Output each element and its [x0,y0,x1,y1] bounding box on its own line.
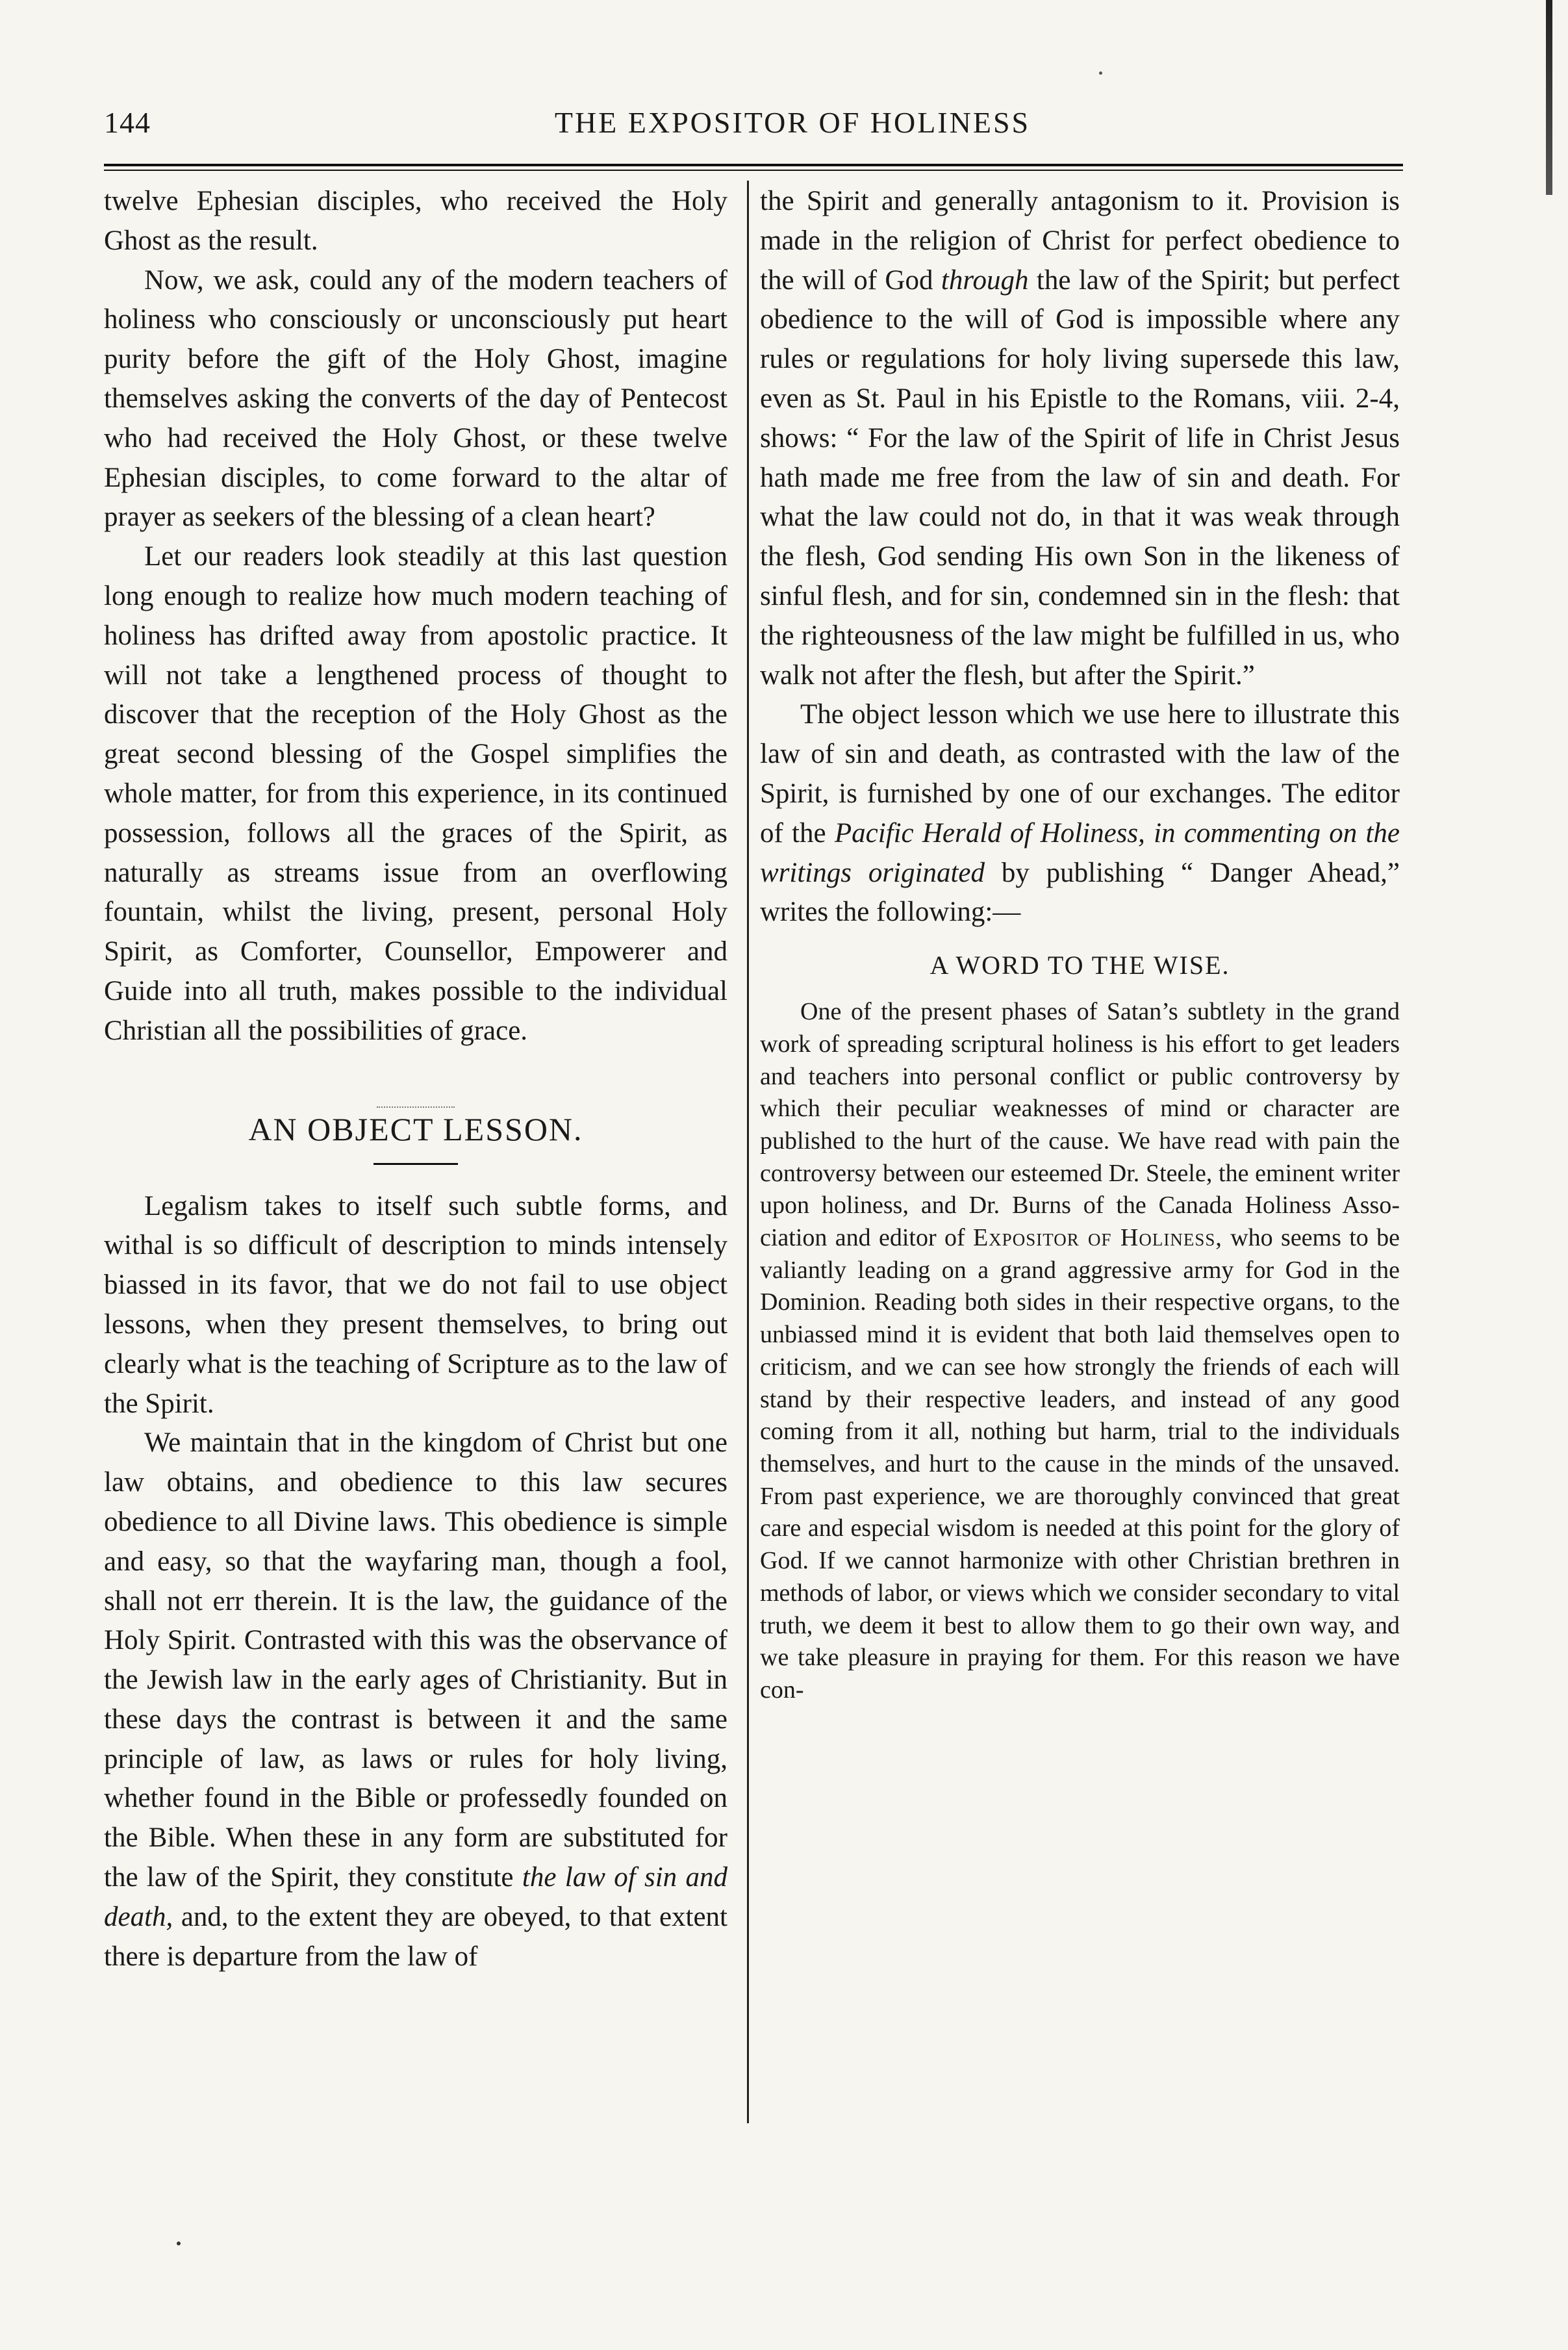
paragraph: Now, we ask, could any of the modern teachers of holiness who consciously or unconsciously put heart purity before the gift of the Holy Ghost, imagine themselves asking the converts of the day of Pentecost who had received the Holy Ghost, or these twelve Ephesian disciples, to come forward to the altar of prayer as seekers of the blessing of a clean heart? [104,264,727,533]
quoted-article-title: A WORD TO THE WISE. [929,951,1230,980]
page-number: 144 [104,106,151,139]
text-run: who seems to be valiantly leading on a grand aggressive army for God in the Dominion. Reading both sides in their respective organs, to the unbiassed mind it is evident that both laid themselves open to criticism, and we can see how strongly the friends of each will stand by their respective leaders, and instead of any good coming from it all, nothing but harm, trial to the individuals themselves, and hurt to the cause in the minds of the unsaved. From past experience, we are thoroughly convinced that great care and especial wisdom is needed at this point for the glory of God. If we cannot harmonize with other Christian brethren in methods of labor, or views which we consider secondary to vital truth, we deem it best to allow them to go their own way, and we take pleasure in praying for them. For this reason we have con- [760,1224,1400,1704]
italic-word: through [941,264,1029,296]
section-title: AN OBJECT LESSON. [248,1110,583,1147]
section-break-mark [104,1080,727,1085]
left-column [104,182,727,1976]
title-rule [373,1163,458,1165]
page-edge-shadow [1546,0,1552,195]
right-column [760,182,1400,1707]
paragraph [760,182,1400,695]
text-run: by publishing “ Danger Ahead,” writes the following:— [760,857,1400,928]
ink-speck [177,2241,181,2245]
text-run: The object lesson which we use here to illustrate this law of sin and death, as contrasted with the law of the Spirit, is furnished by one of our exchanges. The editor of the [760,699,1400,849]
paragraph [760,996,1400,1706]
text-run: the Spirit and generally antagonism to it. Provision is made in the religion of Christ for perfect obedience to the will of God [760,186,1400,296]
header-double-rule [104,164,1403,171]
text-run: the law of the Spirit; but perfect obedience to the will of God is impossible where any rules or regulations for holy living supersede this law, even as St. Paul in his Epistle to the Romans, viii. 2-4, shows: “ For the law of the Spirit of life in Christ Jesus hath made me free from the law of sin and death. For what the law could not do, in that it was weak through the flesh, God sending His own Son in the likeness of sinful flesh, and for sin, condemned sin in the flesh: that the righteousness of the law might be fulfilled in us, who walk not after the flesh, but after the Spirit.” [760,264,1400,691]
ink-speck [1099,71,1102,75]
paragraph [104,1424,727,1976]
paragraph: Legalism takes to itself such subtle forms, and withal is so difficult of description to minds intensely biassed in its favor, that we do not fail to use object lessons, when they present themselves, to bring out clearly what is the teaching of Scripture as to the law of the Spirit. [104,1190,727,1419]
running-title: THE EXPOSITOR OF HOLINESS [554,106,1031,139]
italic-title: Pacific Herald of Holiness, in commenting on the writings originated [760,817,1400,888]
text-run: One of the present phases of Satan’s subtlety in the grand work of spreading scriptural holiness is his effort to get leaders and teachers into personal conflict or public controversy by which their peculiar weaknesses of mind or character are published to the hurt of the cause. We have read with pain the controversy between our esteemed Dr. Steele, the eminent writer upon holiness, and Dr. Burns of the Canada Holiness Association and editor of [760,998,1400,1252]
paragraph [760,695,1400,932]
paragraph: twelve Ephesian disciples, who received the Holy Ghost as the result. [104,186,727,256]
text-run: We maintain that in the kingdom of Christ but one law obtains, and obedience to this law secures obedience to all Divine laws. This obedience is simple and easy, so that the wayfaring man, though a fool, shall not err therein. It is the law, the guidance of the Holy Spirit. Contrasted with this was the observance of the Jewish law in the early ages of Christianity. But in these days the contrast is between it and the same principle of law, as laws or rules for holy living, whether found in the Bible or professedly founded on the Bible. When these in any form are substituted for the law of the Spirit, they constitute [104,1427,727,1893]
quoted-article [760,996,1400,1706]
italic-phrase: the law of sin and death, [104,1862,727,1932]
column-divider [747,181,749,2123]
text-run: and, to the extent they are obeyed, to that extent there is departure from the law of [104,1901,728,1972]
journal-name: Expositor of Holiness, [972,1224,1222,1252]
paragraph: Let our readers look steadily at this last question long enough to realize how much modern teaching of holiness has drifted away from apostolic practice. It will not take a lengthened process of thought to discover that the reception of the Holy Ghost as the great second blessing of the Gospel simplifies the whole matter, for from this experience, in its continued possession, follows all the graces of the Spirit, as naturally as streams issue from an overflowing fountain, whilst the living, present, personal Holy Spirit, as Comforter, Counsellor, Empowerer and Guide into all truth, makes possible to the individual Christian all the possibilities of grace. [104,541,727,1046]
page-header [104,105,1403,151]
